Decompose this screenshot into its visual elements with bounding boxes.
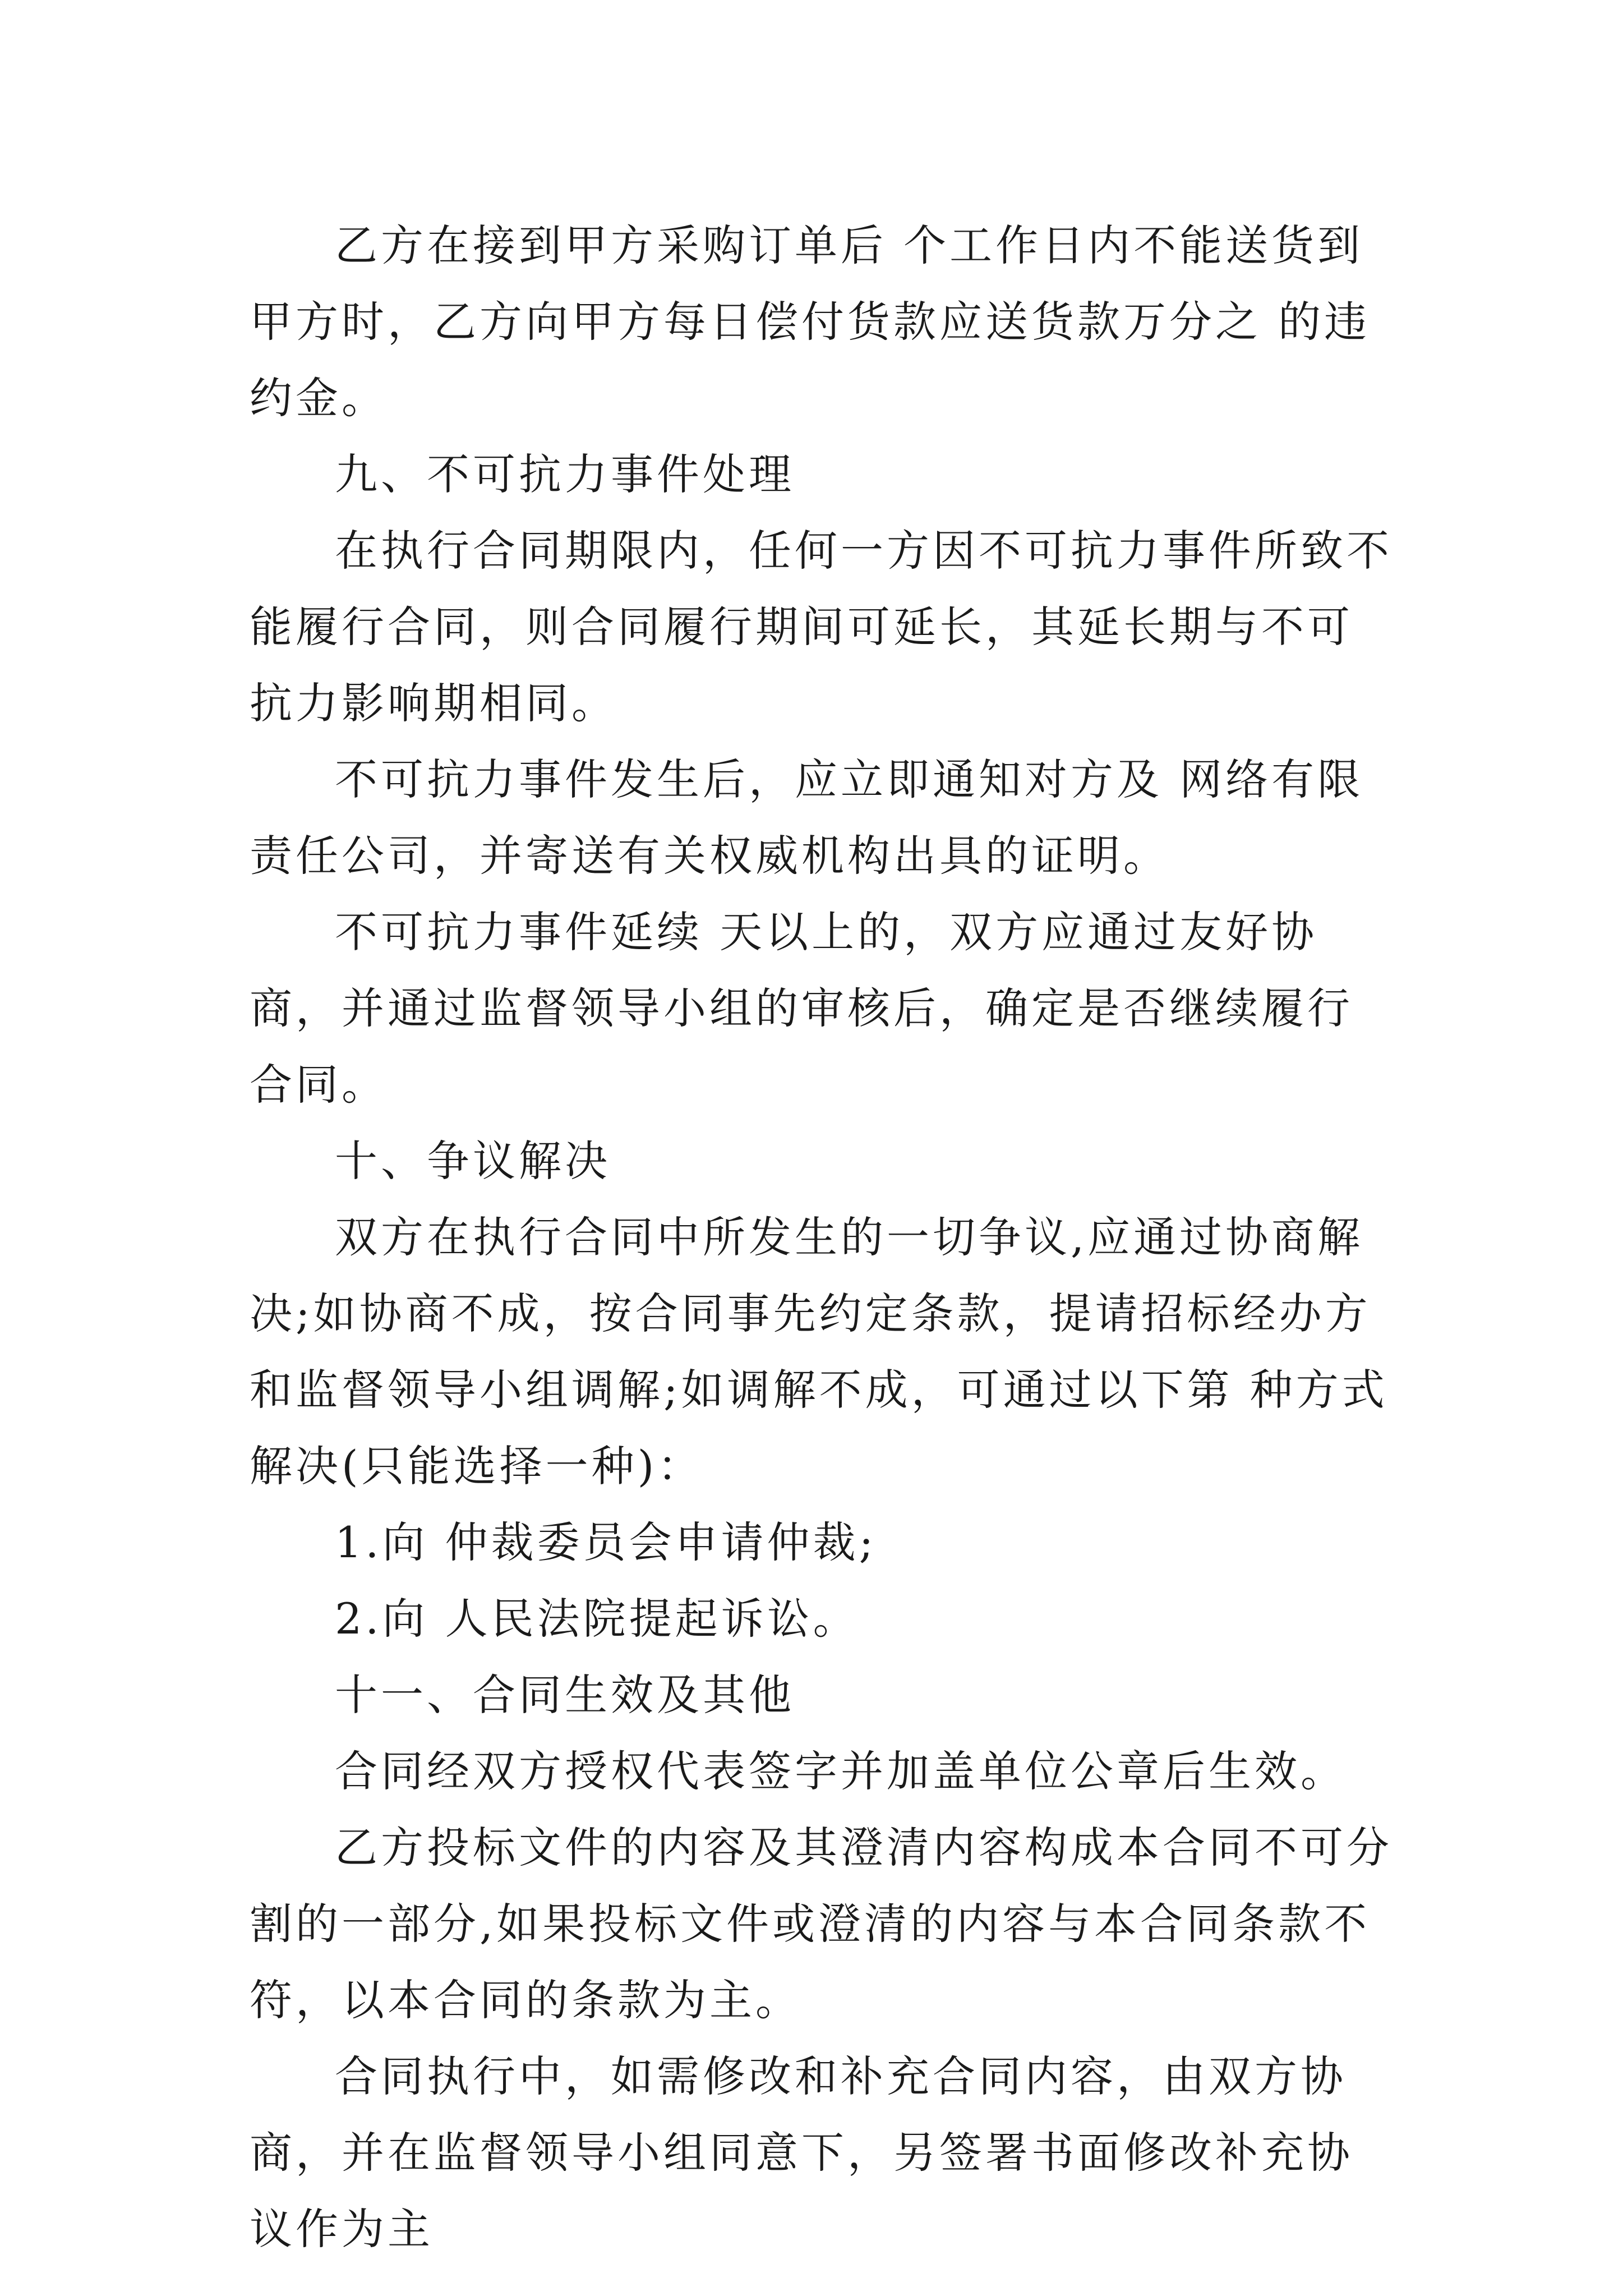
paragraph-force-majeure-notice: 不可抗力事件发生后，应立即通知对方及 网络有限责任公司，并寄送有关权威机构出具的证明。 — [250, 754, 1364, 881]
paragraph-force-majeure-extension: 在执行合同期限内，任何一方因不可抗力事件所致不能履行合同，则合同履行期间可延长，其延长期与不可抗力影响期相同。 — [250, 526, 1393, 728]
section-heading-dispute-resolution: 十、争议解决 — [335, 1136, 611, 1186]
section-heading-effectiveness: 十一、合同生效及其他 — [335, 1670, 795, 1720]
paragraph-dispute-negotiation: 双方在执行合同中所发生的一切争议,应通过协商解决;如协商不成，按合同事先约定条款，提请招标经办方和监督领导小组调解;如调解不成，可通过以下第 种方式解决(只能选择一种)： — [250, 1212, 1388, 1491]
paragraph-contract-effective: 合同经双方授权代表签字并加盖单位公章后生效。 — [335, 1746, 1347, 1796]
paragraph-contract-amendment: 合同执行中，如需修改和补充合同内容，由双方协商，并在监督领导小组同意下，另签署书面修改补充协议作为主 — [250, 2051, 1353, 2254]
paragraph-bid-documents: 乙方投标文件的内容及其澄清内容构成本合同不可分割的一部分,如果投标文件或澄清的内容与本合同条款不符，以本合同的条款为主。 — [250, 1823, 1393, 2025]
list-item-litigation: 2.向 人民法院提起诉讼。 — [335, 1594, 859, 1644]
list-item-arbitration: 1.向 仲裁委员会申请仲裁; — [335, 1517, 877, 1567]
section-heading-force-majeure: 九、不可抗力事件处理 — [335, 449, 795, 499]
paragraph-late-delivery-penalty: 乙方在接到甲方采购订单后 个工作日内不能送货到甲方时，乙方向甲方每日偿付货款应送货款万分之 的违约金。 — [250, 220, 1371, 423]
document-body — [250, 208, 1394, 2267]
paragraph-force-majeure-duration: 不可抗力事件延续 天以上的，双方应通过友好协商，并通过监督领导小组的审核后，确定是否继续履行合同。 — [250, 907, 1353, 1110]
